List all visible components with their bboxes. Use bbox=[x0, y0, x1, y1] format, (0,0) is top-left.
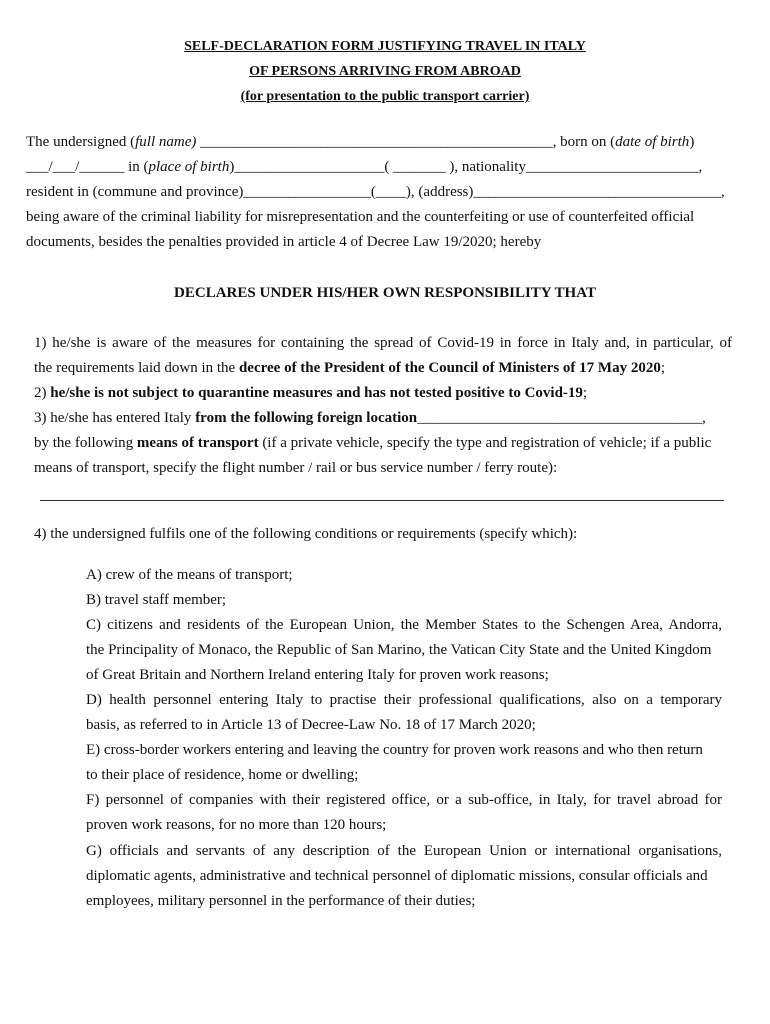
item-3-line-1: 3) he/she has entered Italy from the following foreign location______________________________________, bbox=[34, 410, 706, 426]
condition-a: A) crew of the means of transport; bbox=[86, 567, 293, 583]
item-2: 2) he/she is not subject to quarantine measures and has not tested positive to Covid-19; bbox=[34, 385, 588, 401]
condition-f-line-2: proven work reasons, for no more than 120 hours; bbox=[86, 817, 387, 833]
item-1-line-2: the requirements laid down in the decree of the President of the Council of Ministers of 17 May 2020; bbox=[34, 360, 665, 376]
condition-c-line-2: the Principality of Monaco, the Republic of San Marino, the Vatican City State and the United Kingdom bbox=[86, 642, 712, 658]
form-note: (for presentation to the public transport carrier) bbox=[240, 89, 530, 104]
intro-line-3: resident in (commune and province)_________________(____), (address)_________________________________, bbox=[26, 184, 725, 200]
condition-e-line-2: to their place of residence, home or dwelling; bbox=[86, 767, 359, 783]
item-3-line-3: means of transport, specify the flight number / rail or bus service number / ferry route): bbox=[34, 460, 558, 476]
condition-g-line-2: diplomatic agents, administrative and technical personnel of diplomatic missions, consular officials and bbox=[86, 868, 708, 884]
intro-line-2: ___/___/______ in (place of birth)____________________( _______ ), nationality_______________________, bbox=[26, 159, 703, 175]
condition-g-line-3: employees, military personnel in the performance of their duties; bbox=[86, 893, 476, 909]
transport-answer-line bbox=[40, 500, 724, 501]
declares-heading: DECLARES UNDER HIS/HER OWN RESPONSIBILITY THAT bbox=[174, 285, 596, 301]
form-subtitle: OF PERSONS ARRIVING FROM ABROAD bbox=[249, 64, 521, 79]
condition-b: B) travel staff member; bbox=[86, 592, 227, 608]
condition-c-line-3: of Great Britain and Northern Ireland entering Italy for proven work reasons; bbox=[86, 667, 549, 683]
condition-g-line-1: G) officials and servants of any description of the European Union or international organisations, bbox=[86, 843, 722, 859]
condition-e-line-1: E) cross-border workers entering and leaving the country for proven work reasons and who then return bbox=[86, 742, 703, 758]
condition-f-line-1: F) personnel of companies with their registered office, or a sub-office, in Italy, for travel abroad for bbox=[86, 792, 722, 808]
intro-line-5: documents, besides the penalties provided in article 4 of Decree Law 19/2020; hereby bbox=[26, 234, 542, 250]
item-3-line-2: by the following means of transport (if a private vehicle, specify the type and registration of vehicle; if a public bbox=[34, 435, 712, 451]
item-4: 4) the undersigned fulfils one of the following conditions or requirements (specify which): bbox=[34, 526, 578, 542]
intro-line-1: The undersigned (full name) _______________________________________________, born on (date of birth) bbox=[26, 134, 695, 150]
item-1-line-1: 1) he/she is aware of the measures for containing the spread of Covid-19 in force in Italy and, in particular, of bbox=[34, 335, 732, 351]
condition-c-line-1: C) citizens and residents of the European Union, the Member States to the Schengen Area, Andorra, bbox=[86, 617, 722, 633]
form-title: SELF-DECLARATION FORM JUSTIFYING TRAVEL IN ITALY bbox=[184, 39, 586, 54]
condition-d-line-2: basis, as referred to in Article 13 of Decree-Law No. 18 of 17 March 2020; bbox=[86, 717, 536, 733]
intro-line-4: being aware of the criminal liability for misrepresentation and the counterfeiting or use of counterfeited official bbox=[26, 209, 695, 225]
condition-d-line-1: D) health personnel entering Italy to practise their professional qualifications, also on a temporary bbox=[86, 692, 722, 708]
